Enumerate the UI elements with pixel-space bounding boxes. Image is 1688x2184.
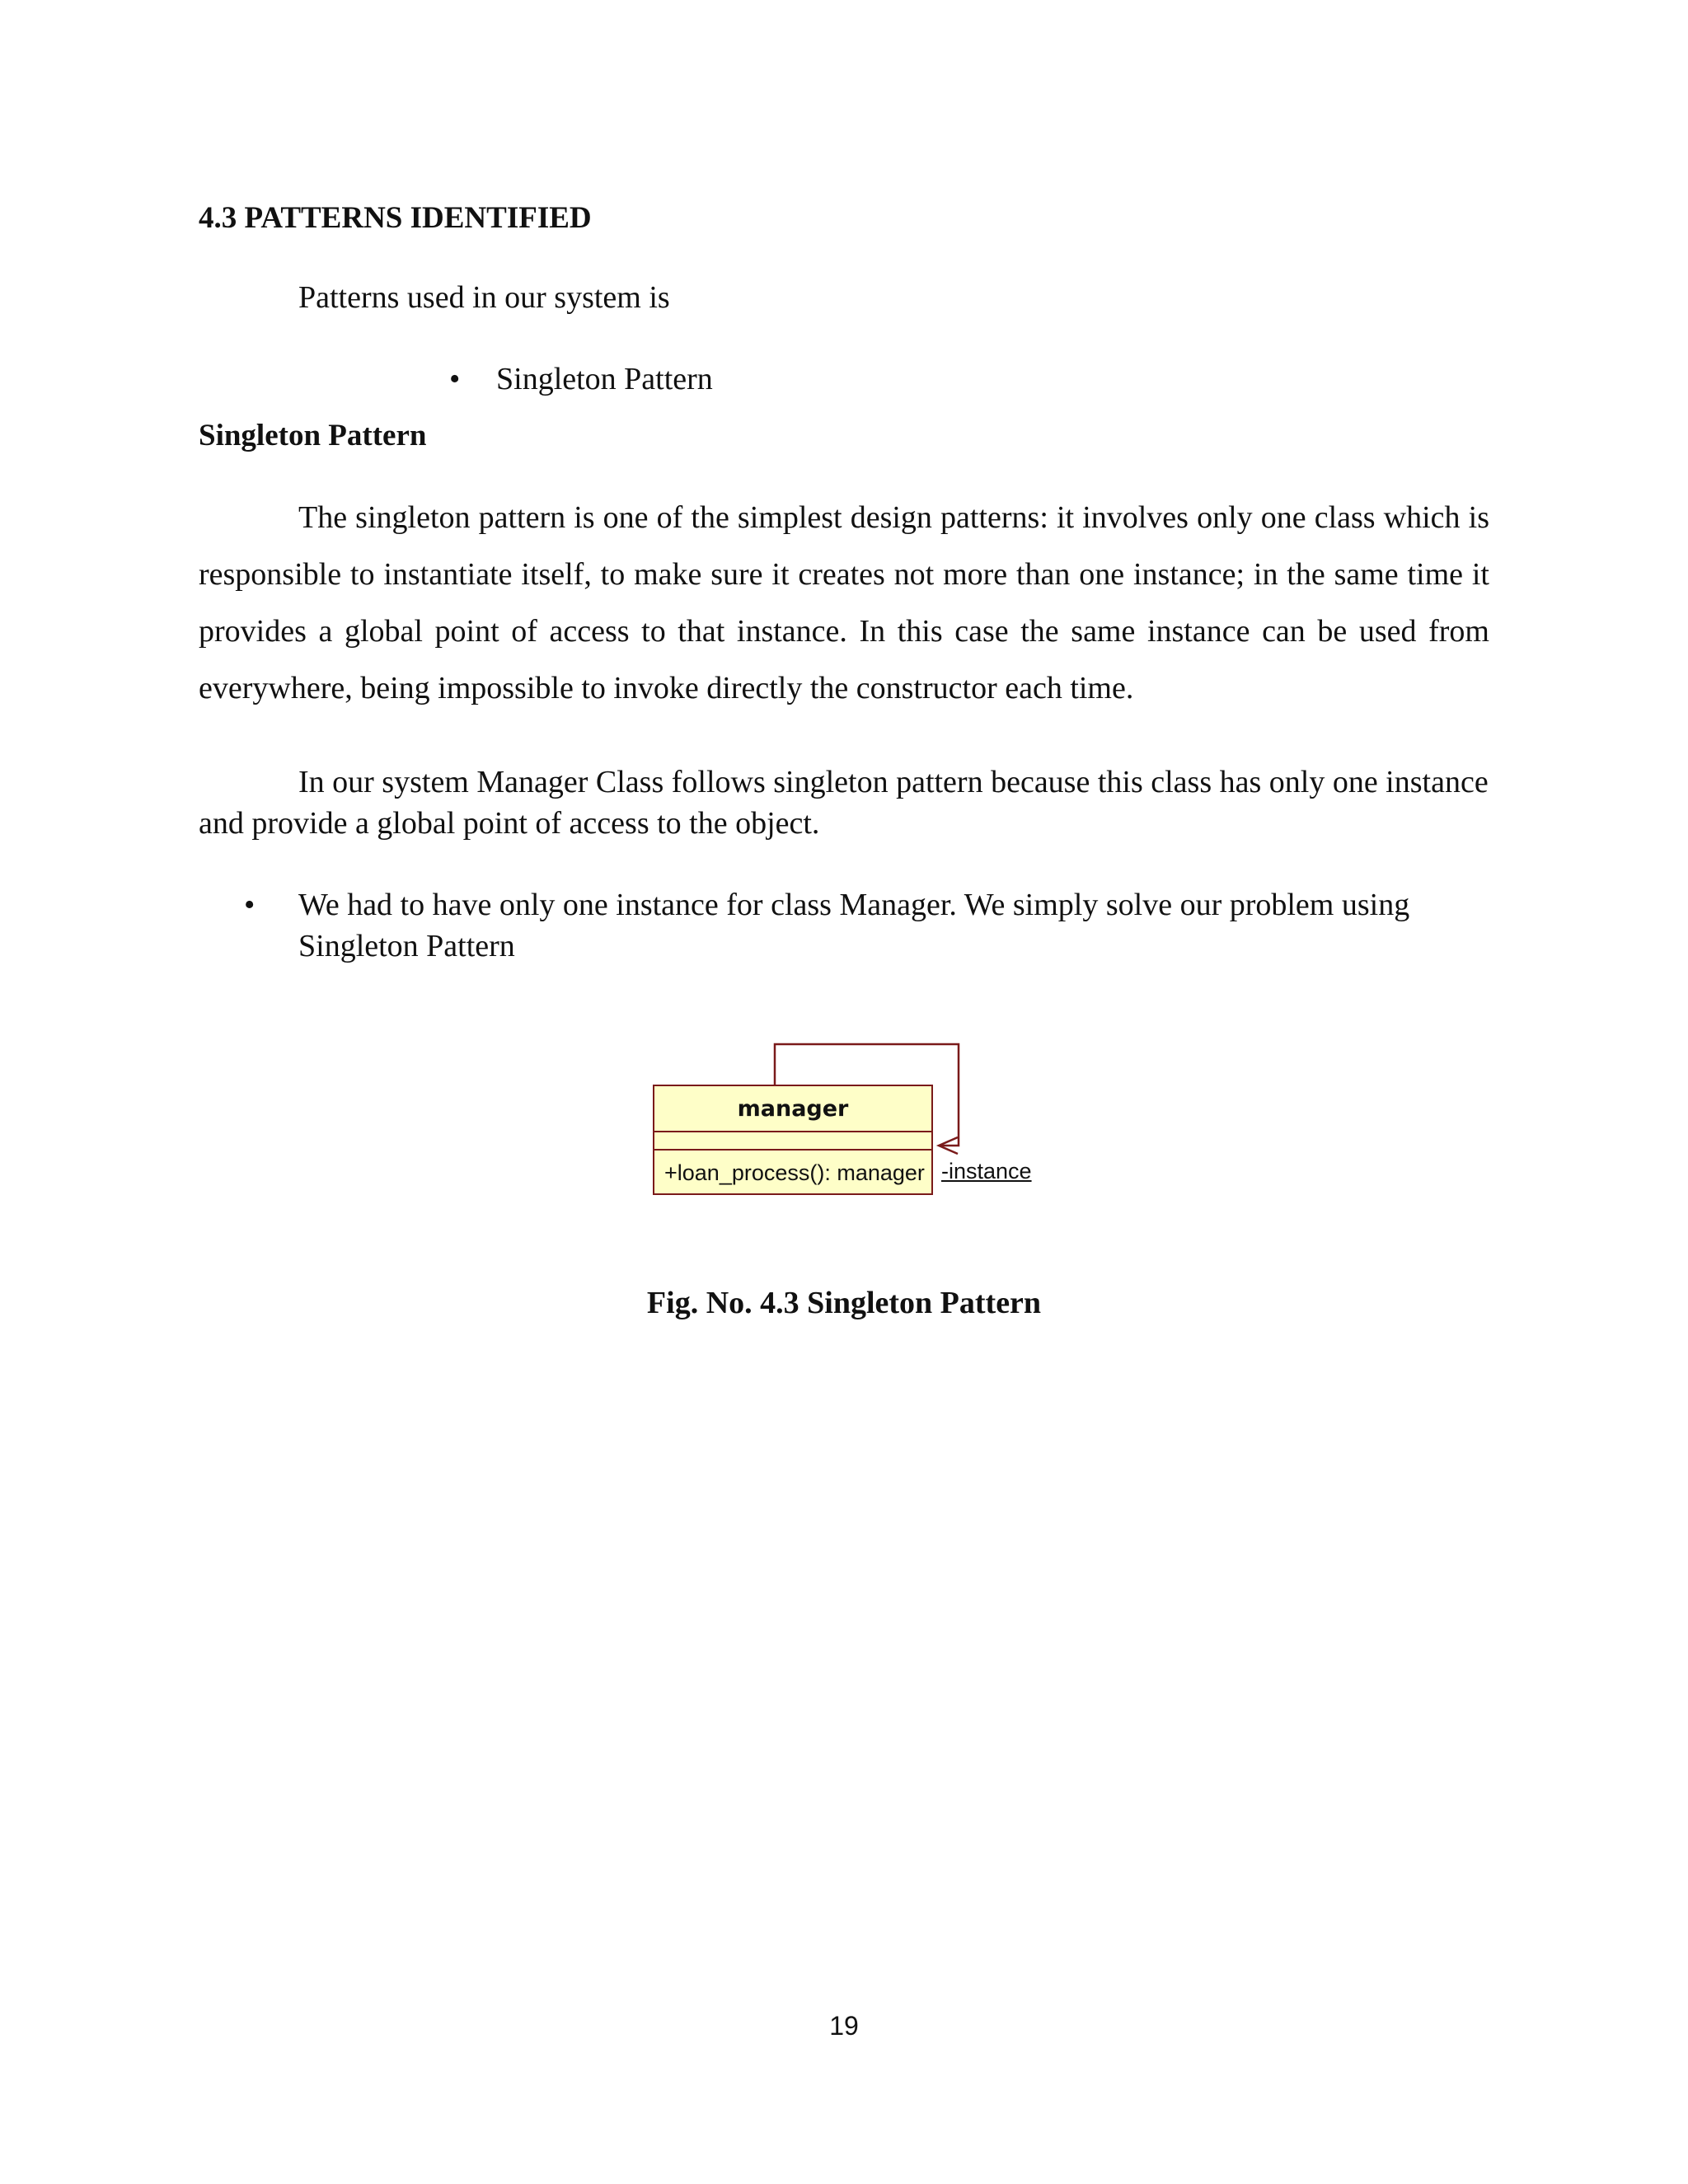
note-bullet-text: We had to have only one instance for class Manager. We simply solve our problem using Singleton Pattern [298,888,1410,963]
class-box [653,1085,933,1195]
page-number: 19 [829,2011,859,2041]
section-heading: 4.3 PATTERNS IDENTIFIED [199,201,592,235]
class-operation: +loan_process(): manager [664,1160,925,1185]
class-attributes-compartment [654,1132,931,1151]
pattern-name: Singleton Pattern [496,362,713,396]
figure-caption: Fig. No. 4.3 Singleton Pattern [646,1286,1042,1320]
uml-class-diagram [643,1030,1055,1212]
class-name: manager [654,1086,931,1132]
association-role-label: -instance [941,1159,1032,1183]
paragraph-singleton-definition: The singleton pattern is one of the simplest design patterns: it involves only one class which is responsible to instantiate itself, to make sure it creates not more than one instance; in the same time it provides a global point of access to that instance. In this case the same instance can be used from everywhere, being impossible to invoke directly the constructor each time. [199,500,1489,705]
intro-line: Patterns used in our system is [298,280,670,315]
paragraph-system-usage: In our system Manager Class follows singleton pattern because this class has only one instance and provide a global point of access to the object. [199,765,1489,841]
bullet-icon: • [449,362,461,396]
bullet-icon: • [244,888,256,922]
pattern-list-item [449,358,713,401]
sub-heading: Singleton Pattern [199,419,427,452]
